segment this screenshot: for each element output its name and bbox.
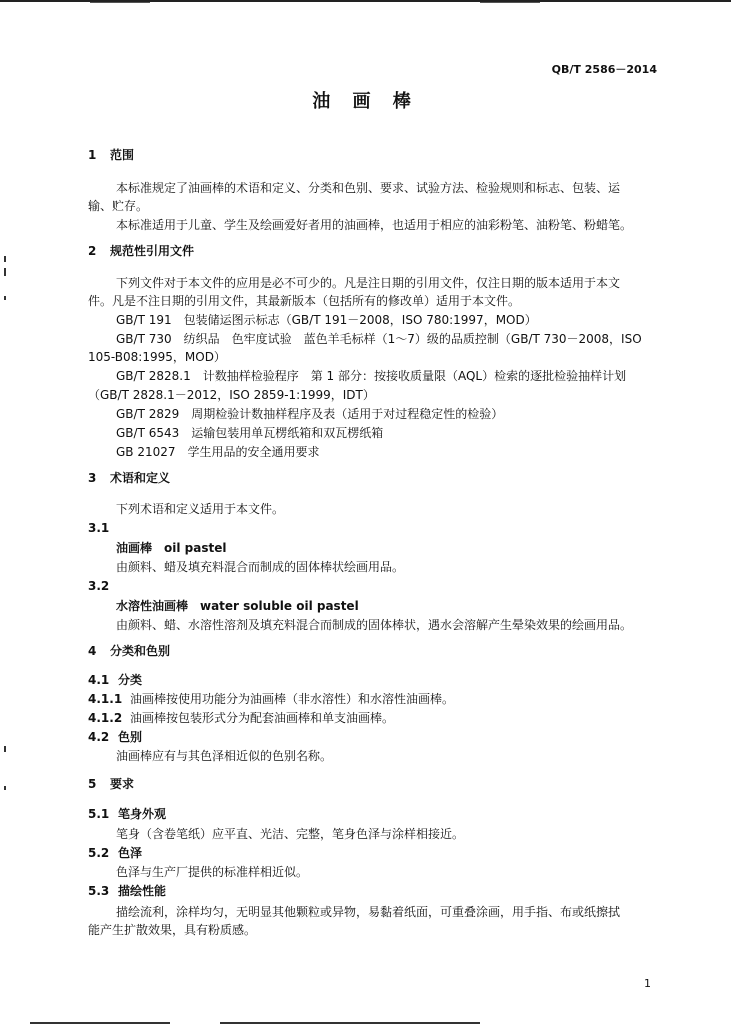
clause — [88, 691, 454, 707]
section-number: 4 — [88, 644, 97, 658]
page-number: 1 — [644, 977, 651, 990]
clause — [88, 710, 394, 726]
paragraph: 描绘流利，涂样均匀，无明显其他颗粒或异物，易黏着纸面，可重叠涂画，用手指、布或纸擦拭 — [116, 905, 621, 919]
clause-number: 4.1.1 — [88, 692, 123, 706]
section-title: 术语和定义 — [110, 471, 171, 485]
clause-number: 5.1 — [88, 807, 110, 821]
paragraph: 色泽与生产厂提供的标准样相近似。 — [116, 865, 309, 879]
reference-item: GB 21027 学生用品的安全通用要求 — [116, 445, 320, 459]
reference-item: GB/T 191 包装储运图示标志（GB/T 191－2008，ISO 780:1997，MOD） — [116, 313, 537, 327]
reference-item: GB/T 6543 运输包装用单瓦楞纸箱和双瓦楞纸箱 — [116, 426, 384, 440]
paragraph: 本标准适用于儿童、学生及绘画爱好者用的油画棒，也适用于相应的油彩粉笔、油粉笔、粉蜡笔。 — [116, 218, 633, 232]
clause-text: 油画棒按使用功能分为油画棒（非水溶性）和水溶性油画棒。 — [130, 692, 455, 706]
reference-item: GB/T 730 纺织品 色牢度试验 蓝色羊毛标样（1～7）级的品质控制（GB/T 730－2008，ISO — [116, 332, 642, 346]
paragraph: 笔身（含卷笔纸）应平直、光洁、完整，笔身色泽与涂样相接近。 — [116, 827, 465, 841]
clause-title: 色泽 — [118, 846, 143, 860]
document-title: 油 画 棒 — [312, 91, 419, 112]
term-definition: 由颜料、蜡及填充料混合而制成的固体棒状绘画用品。 — [116, 560, 405, 574]
reference-item: 105-B08:1995，MOD） — [88, 350, 226, 364]
section-heading — [88, 643, 170, 659]
clause-title: 色别 — [118, 730, 143, 744]
section-number: 5 — [88, 777, 97, 791]
term-definition: 由颜料、蜡、水溶性溶剂及填充料混合而制成的固体棒状，遇水会溶解产生晕染效果的绘画用品。 — [116, 618, 633, 632]
paragraph: 件。凡是不注日期的引用文件，其最新版本（包括所有的修改单）适用于本文件。 — [88, 294, 521, 308]
scan-mark — [4, 786, 6, 790]
paragraph: 本标准规定了油画棒的术语和定义、分类和色别、要求、试验方法、检验规则和标志、包装、运 — [116, 181, 621, 195]
term-title: 油画棒 oil pastel — [116, 541, 227, 555]
paragraph: 能产生扩散效果，具有粉质感。 — [88, 923, 257, 937]
section-heading — [88, 243, 194, 259]
clause-number: 3.2 — [88, 579, 110, 593]
paragraph: 下列术语和定义适用于本文件。 — [116, 502, 285, 516]
reference-item: GB/T 2829 周期检验计数抽样程序及表（适用于对过程稳定性的检验） — [116, 407, 504, 421]
clause-heading — [88, 883, 166, 899]
scan-mark — [4, 746, 6, 752]
clause-title: 笔身外观 — [118, 807, 167, 821]
section-title: 规范性引用文件 — [110, 244, 195, 258]
scan-mark — [4, 268, 6, 276]
paragraph: 下列文件对于本文件的应用是必不可少的。凡是注日期的引用文件，仅注日期的版本适用于本文 — [116, 276, 621, 290]
section-title: 范围 — [110, 148, 135, 162]
clause-title: 描绘性能 — [118, 884, 167, 898]
section-heading — [88, 147, 134, 163]
section-heading — [88, 776, 134, 792]
clause-number: 4.2 — [88, 730, 110, 744]
paragraph: 油画棒应有与其色泽相近似的色别名称。 — [116, 749, 333, 763]
section-title: 分类和色别 — [110, 644, 171, 658]
standard-code: QB/T 2586－2014 — [551, 63, 657, 76]
section-number: 2 — [88, 244, 97, 258]
section-number: 1 — [88, 148, 97, 162]
reference-item: GB/T 2828.1 计数抽样检验程序 第 1 部分：按接收质量限（AQL）检索的逐批检验抽样计划 — [116, 369, 627, 383]
clause-number: 5.2 — [88, 846, 110, 860]
clause-heading — [88, 672, 142, 688]
clause-number: 5.3 — [88, 884, 110, 898]
clause-heading — [88, 845, 142, 861]
scan-mark — [90, 2, 150, 3]
clause-text: 油画棒按包装形式分为配套油画棒和单支油画棒。 — [130, 711, 395, 725]
scan-mark — [4, 296, 6, 300]
clause-number: 3.1 — [88, 521, 110, 535]
scan-mark — [480, 2, 540, 3]
term-title: 水溶性油画棒 water soluble oil pastel — [116, 599, 359, 613]
paragraph: 输、贮存。 — [88, 199, 149, 213]
clause-heading — [88, 806, 166, 822]
clause-number: 4.1.2 — [88, 711, 123, 725]
scan-mark — [4, 256, 6, 262]
reference-item: （GB/T 2828.1－2012，ISO 2859-1:1999，IDT） — [88, 388, 375, 402]
section-number: 3 — [88, 471, 97, 485]
clause-heading — [88, 729, 142, 745]
clause-number: 4.1 — [88, 673, 110, 687]
section-title: 要求 — [110, 777, 135, 791]
clause-title: 分类 — [118, 673, 143, 687]
section-heading — [88, 470, 170, 486]
